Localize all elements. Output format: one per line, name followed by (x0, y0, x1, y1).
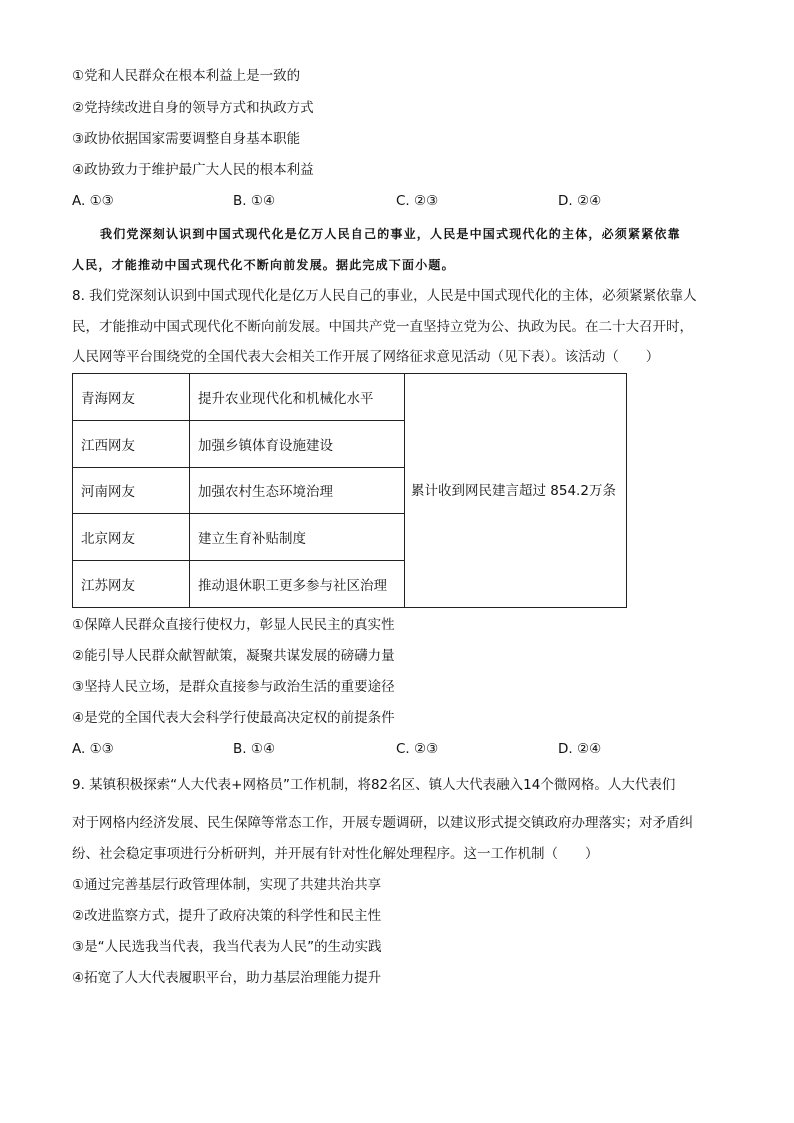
netizen-cell: 青海网友 (73, 374, 190, 421)
netizen-cell: 江西网友 (73, 420, 190, 467)
q9-option-4: ④拓宽了人大代表履职平台，助力基层治理能力提升 (72, 970, 382, 986)
q9-option-1: ①通过完善基层行政管理体制，实现了共建共治共享 (72, 877, 382, 893)
suggestion-cell: 加强农村生态环境治理 (190, 467, 405, 514)
intro-line-2: 人民，才能推动中国式现代化不断向前发展。据此完成下面小题。 (72, 258, 455, 272)
suggestion-cell: 加强乡镇体育设施建设 (190, 420, 405, 467)
q7-option-3: ③政协依据国家需要调整自身基本职能 (72, 131, 301, 147)
netizen-cell: 北京网友 (73, 514, 190, 561)
table-row (73, 374, 627, 421)
q8-stem-line-1: 8. 我们党深刻认识到中国式现代化是亿万人民自己的事业，人民是中国式现代化的主体，必须紧紧依靠人 (72, 288, 697, 304)
q8-stem-line-2: 民，才能推动中国式现代化不断向前发展。中国共产党一直坚持立党为公、执政为民。在二十大召开时， (72, 319, 693, 335)
netizen-cell: 江苏网友 (73, 561, 190, 608)
suggestion-cell: 推动退休职工更多参与社区治理 (190, 561, 405, 608)
q8-option-2: ②能引导人民群众献智献策，凝聚共谋发展的磅礴力量 (72, 648, 395, 664)
suggestion-cell: 提升农业现代化和机械化水平 (190, 374, 405, 421)
suggestion-table (72, 373, 627, 608)
q7-option-4: ④政协致力于维护最广大人民的根本利益 (72, 162, 314, 178)
q8-option-3: ③坚持人民立场，是群众直接参与政治生活的重要途径 (72, 679, 395, 695)
q7-option-2: ②党持续改进自身的领导方式和执政方式 (72, 100, 314, 116)
q8-option-1: ①保障人民群众直接行使权力，彰显人民民主的真实性 (72, 617, 395, 633)
q7-choice-a: A. ①③ (72, 193, 114, 209)
netizen-cell: 河南网友 (73, 467, 190, 514)
q9-option-3: ③是“人民选我当代表，我当代表为人民”的生动实践 (72, 939, 382, 955)
q8-choice-c: C. ②③ (396, 741, 439, 757)
q8-choice-d: D. ②④ (558, 741, 602, 757)
q9-stem-line-2: 对于网格内经济发展、民生保障等常态工作，开展专题调研，以建议形式提交镇政府办理落实；对矛盾纠 (72, 815, 693, 831)
q7-option-1: ①党和人民群众在根本利益上是一致的 (72, 68, 301, 84)
intro-line-1: 我们党深刻认识到中国式现代化是亿万人民自己的事业，人民是中国式现代化的主体，必须紧紧依靠 (100, 227, 681, 241)
q8-choice-b: B. ①④ (233, 741, 276, 757)
q7-choice-d: D. ②④ (558, 193, 602, 209)
q9-option-2: ②改进监察方式，提升了政府决策的科学性和民主性 (72, 908, 382, 924)
q8-stem-line-3: 人民网等平台围绕党的全国代表大会相关工作开展了网络征求意见活动（见下表）。该活动（ ） (72, 349, 660, 365)
q7-choice-c: C. ②③ (396, 193, 439, 209)
q7-choice-b: B. ①④ (233, 193, 276, 209)
suggestion-cell: 建立生育补贴制度 (190, 514, 405, 561)
summary-cell: 累计收到网民建言超过 854.2万条 (405, 374, 627, 608)
q8-option-4: ④是党的全国代表大会科学行使最高决定权的前提条件 (72, 710, 395, 726)
q9-stem-line-3: 纷、社会稳定事项进行分析研判，并开展有针对性化解处理程序。这一工作机制（ ） (72, 846, 599, 862)
q9-stem-line-1: 9. 某镇积极探索“人大代表+网格员”工作机制，将82名区、镇人大代表融入14个微网格。人大代表们 (72, 777, 676, 793)
q8-choice-a: A. ①③ (72, 741, 114, 757)
